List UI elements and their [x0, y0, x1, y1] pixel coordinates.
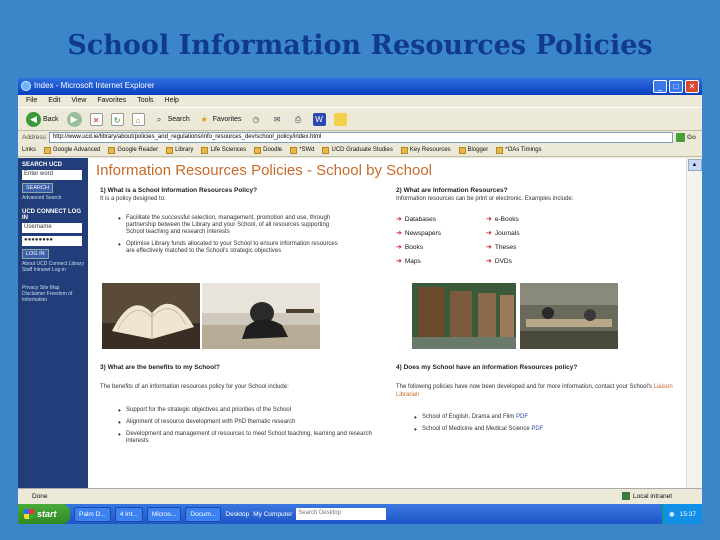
- resource-label: Books: [404, 243, 423, 251]
- resource-item[interactable]: [396, 257, 486, 265]
- menu-favorites[interactable]: Favorites: [97, 97, 127, 104]
- window-title: Index - Microsoft Internet Explorer: [34, 81, 155, 90]
- advanced-search-link[interactable]: Advanced Search: [22, 195, 62, 201]
- question-1-list: [116, 215, 346, 260]
- resource-label: e-Books: [494, 215, 519, 223]
- list-item: • Facilitate the successful selection, management, promotion and use, through partnership between the Library and your School, of all resources supporting School teaching and research interests: [116, 215, 346, 236]
- windows-logo-icon: [24, 509, 34, 519]
- link-item[interactable]: [459, 147, 489, 154]
- zone-label: Local intranet: [632, 492, 672, 500]
- link-item-label: *OAs Timings: [505, 147, 542, 153]
- windows-taskbar: [18, 504, 702, 524]
- resource-label: DVDs: [494, 257, 512, 265]
- print-button[interactable]: [292, 113, 305, 126]
- arrow-icon: ➜: [486, 244, 492, 251]
- link-item-label: *SWd: [299, 147, 315, 153]
- question-2: 2) What are Information Resources?: [396, 187, 508, 194]
- question-4-list: [412, 414, 672, 438]
- search-label: Search: [167, 115, 190, 123]
- connect-heading: UCD CONNECT LOG IN: [22, 209, 81, 221]
- resource-item[interactable]: [396, 215, 486, 223]
- list-item: [412, 414, 672, 421]
- word-icon: W: [313, 113, 326, 126]
- address-bar: [18, 131, 702, 144]
- go-arrow-icon: [676, 133, 685, 142]
- go-button[interactable]: [676, 133, 702, 142]
- taskbar-item[interactable]: 4 Int...: [115, 507, 143, 522]
- refresh-icon: ↻: [111, 113, 124, 126]
- connect-links[interactable]: About UCD Connect Library Staff Intranet Log-in: [22, 261, 84, 273]
- desktop-search-input[interactable]: Search Desktop: [296, 508, 386, 520]
- arrow-icon: ➜: [486, 216, 492, 223]
- bookmark-icon: [290, 147, 297, 154]
- footer-links[interactable]: Privacy Site Map Disclaimer Freedom of Information: [22, 285, 73, 303]
- question-3-intro: The benefits of an information resources policy for your School include:: [100, 384, 289, 390]
- link-item-label: Doodle: [263, 147, 283, 153]
- my-computer-toolbar[interactable]: My Computer: [253, 510, 293, 518]
- link-item[interactable]: [254, 147, 282, 154]
- search-heading: SEARCH UCD: [22, 162, 63, 168]
- resource-item[interactable]: [396, 229, 486, 237]
- bookmark-icon: [496, 147, 503, 154]
- print-icon: ⎙: [294, 114, 302, 124]
- list-item: • Optimise Library funds allocated to your School to ensure information resources are effectively matched to the School's strategic objectives: [116, 241, 346, 255]
- menu-edit[interactable]: Edit: [48, 97, 61, 104]
- back-button[interactable]: [26, 112, 59, 127]
- student-desk-photo: [202, 283, 320, 349]
- window-titlebar: [18, 78, 702, 95]
- question-1-intro: It is a policy designed to:: [100, 196, 166, 202]
- back-arrow-icon: ◀: [26, 112, 41, 127]
- status-text: Done: [32, 493, 48, 500]
- bookmark-icon: [108, 147, 115, 154]
- bookmark-icon: [44, 147, 51, 154]
- question-4: 4) Does my School have an information Resources policy?: [396, 364, 578, 371]
- resource-types: [396, 215, 576, 265]
- link-item-label: UCD Graduate Studies: [331, 147, 393, 153]
- link-item-label: Key Resources: [409, 147, 451, 153]
- username-input[interactable]: Username: [22, 223, 82, 233]
- bookmark-icon: [201, 147, 208, 154]
- study-area-image: [520, 283, 618, 349]
- question-4-intro: [396, 384, 676, 399]
- question-3-list: [116, 407, 376, 450]
- question-4-intro-text: The following policies have now been developed and for more information, contact your School's: [396, 384, 652, 390]
- taskbar-item[interactable]: Micros...: [147, 507, 182, 522]
- list-item: [412, 426, 672, 433]
- menu-tools[interactable]: Tools: [137, 97, 154, 104]
- start-button[interactable]: [18, 504, 70, 524]
- taskbar-item[interactable]: Palm D...: [74, 507, 111, 522]
- link-item-label: Life Sciences: [210, 147, 247, 153]
- menu-help[interactable]: Help: [164, 97, 179, 104]
- bookmark-icon: [322, 147, 329, 154]
- address-label: Address: [22, 134, 46, 141]
- bookmark-icon: [166, 147, 173, 154]
- resource-label: Newspapers: [404, 229, 442, 237]
- resource-label: Theses: [494, 243, 517, 251]
- intranet-icon: [622, 492, 630, 500]
- tray-icon: ◉: [669, 511, 675, 518]
- start-label: start: [37, 509, 57, 519]
- link-item[interactable]: [290, 147, 314, 154]
- password-input[interactable]: ●●●●●●●●: [22, 236, 82, 246]
- question-1: 1) What is a School Information Resources Policy?: [100, 187, 258, 194]
- folder-icon: [334, 113, 347, 126]
- resource-item[interactable]: [396, 243, 486, 251]
- arrow-icon: ➜: [396, 216, 402, 223]
- link-item[interactable]: [322, 147, 392, 154]
- main-column: [96, 158, 686, 488]
- forward-button[interactable]: [67, 112, 82, 127]
- link-item[interactable]: [201, 147, 246, 154]
- open-book-photo: [102, 283, 200, 349]
- status-bar: [18, 488, 702, 504]
- refresh-button[interactable]: [111, 113, 124, 126]
- close-button[interactable]: ✕: [685, 80, 699, 93]
- bookmark-icon: [254, 147, 261, 154]
- resource-item[interactable]: [486, 215, 576, 223]
- ie-logo-icon: [21, 81, 31, 91]
- link-item-label: Google Reader: [117, 147, 159, 153]
- resource-item[interactable]: [486, 229, 576, 237]
- favorites-button[interactable]: [198, 113, 242, 126]
- arrow-icon: ➜: [396, 258, 402, 265]
- back-label: Back: [43, 115, 59, 123]
- pdf-link[interactable]: PDF: [516, 414, 529, 420]
- pdf-link[interactable]: PDF: [531, 426, 544, 432]
- page-content: [18, 158, 686, 488]
- link-item[interactable]: [108, 147, 158, 154]
- history-button[interactable]: [250, 113, 263, 126]
- link-item[interactable]: [401, 147, 451, 154]
- open-book-image: [102, 283, 200, 349]
- address-input[interactable]: http://www.ucd.ie/library/about/policies_and_regulations/info_resources_dev/school_policy/index.html: [49, 132, 673, 143]
- browser-toolbar: [18, 107, 702, 131]
- home-icon: ⌂: [132, 113, 145, 126]
- list-item: • Development and management of resources to meet School teaching, learning and research interests: [116, 431, 376, 445]
- clock: 15:37: [679, 510, 696, 518]
- taskbar-item[interactable]: Docum...: [185, 507, 221, 522]
- slide-title: School Information Resources Policies: [67, 30, 653, 61]
- bookmark-icon: [401, 147, 408, 154]
- star-icon: ★: [200, 114, 208, 124]
- security-zone: [622, 492, 672, 500]
- browser-screenshot: [18, 78, 702, 524]
- favorites-label: Favorites: [212, 115, 242, 123]
- link-item[interactable]: [166, 147, 193, 154]
- resource-label: Journals: [494, 229, 520, 237]
- resource-label: Databases: [404, 215, 436, 223]
- liaison-librarian-link[interactable]: Liaison Librarian: [396, 384, 673, 398]
- page-heading: Information Resources Policies - School by School: [96, 162, 432, 179]
- go-label: Go: [687, 134, 697, 141]
- resource-item[interactable]: [486, 243, 576, 251]
- link-item-label: Google Advanced: [53, 147, 101, 153]
- bookmark-icon: [459, 147, 466, 154]
- arrow-icon: ➜: [486, 258, 492, 265]
- question-2-intro: Information resources can be print or electronic. Examples include:: [396, 196, 574, 202]
- link-item[interactable]: [44, 147, 100, 154]
- menu-view[interactable]: View: [71, 97, 87, 104]
- folder-button[interactable]: [334, 113, 347, 126]
- library-stacks-photo: [412, 283, 516, 349]
- link-item-label: Blogger: [467, 147, 489, 153]
- arrow-icon: ➜: [486, 230, 492, 237]
- menu-file[interactable]: File: [26, 97, 38, 104]
- resource-label: Maps: [404, 257, 421, 265]
- minimize-button[interactable]: _: [653, 80, 667, 93]
- forward-arrow-icon: ▶: [67, 112, 82, 127]
- desktop-toolbar[interactable]: Desktop: [225, 510, 250, 518]
- question-3: 3) What are the benefits to my School?: [100, 364, 220, 371]
- list-item: • Alignment of resource development with PhD thematic research: [116, 419, 376, 426]
- stop-icon: ✕: [90, 113, 103, 126]
- word-button[interactable]: [313, 113, 326, 126]
- policy-school-name: School of Medicine and Medical Science: [422, 426, 530, 432]
- link-item[interactable]: [496, 147, 541, 154]
- ucd-sidebar: [18, 158, 88, 488]
- link-item-label: Library: [175, 147, 194, 153]
- menu-bar: [18, 95, 702, 107]
- arrow-icon: ➜: [396, 230, 402, 237]
- student-desk-image: [202, 283, 320, 349]
- site-search-input[interactable]: Enter word: [22, 170, 82, 180]
- scroll-up-icon[interactable]: ▲: [688, 159, 702, 171]
- home-button[interactable]: [132, 113, 145, 126]
- mail-button[interactable]: [271, 113, 284, 126]
- arrow-icon: ➜: [396, 244, 402, 251]
- links-bar: [18, 144, 702, 157]
- vertical-scrollbar[interactable]: [686, 158, 702, 488]
- mail-icon: ✉: [273, 114, 281, 124]
- search-icon: ⌕: [156, 114, 162, 124]
- resource-item[interactable]: [486, 257, 576, 265]
- study-area-photo: [520, 283, 618, 349]
- history-icon: ◷: [252, 114, 260, 124]
- stop-button[interactable]: [90, 113, 103, 126]
- list-item: • Support for the strategic objectives and priorities of the School: [116, 407, 376, 414]
- maximize-button[interactable]: □: [669, 80, 683, 93]
- login-button[interactable]: LOG IN: [22, 249, 49, 259]
- site-search-button[interactable]: SEARCH: [22, 183, 53, 193]
- policy-school-name: School of English, Drama and Film: [422, 414, 515, 420]
- system-tray: [662, 504, 702, 524]
- library-stacks-image: [412, 283, 516, 349]
- links-label: Links: [22, 147, 37, 153]
- search-button[interactable]: [153, 113, 190, 126]
